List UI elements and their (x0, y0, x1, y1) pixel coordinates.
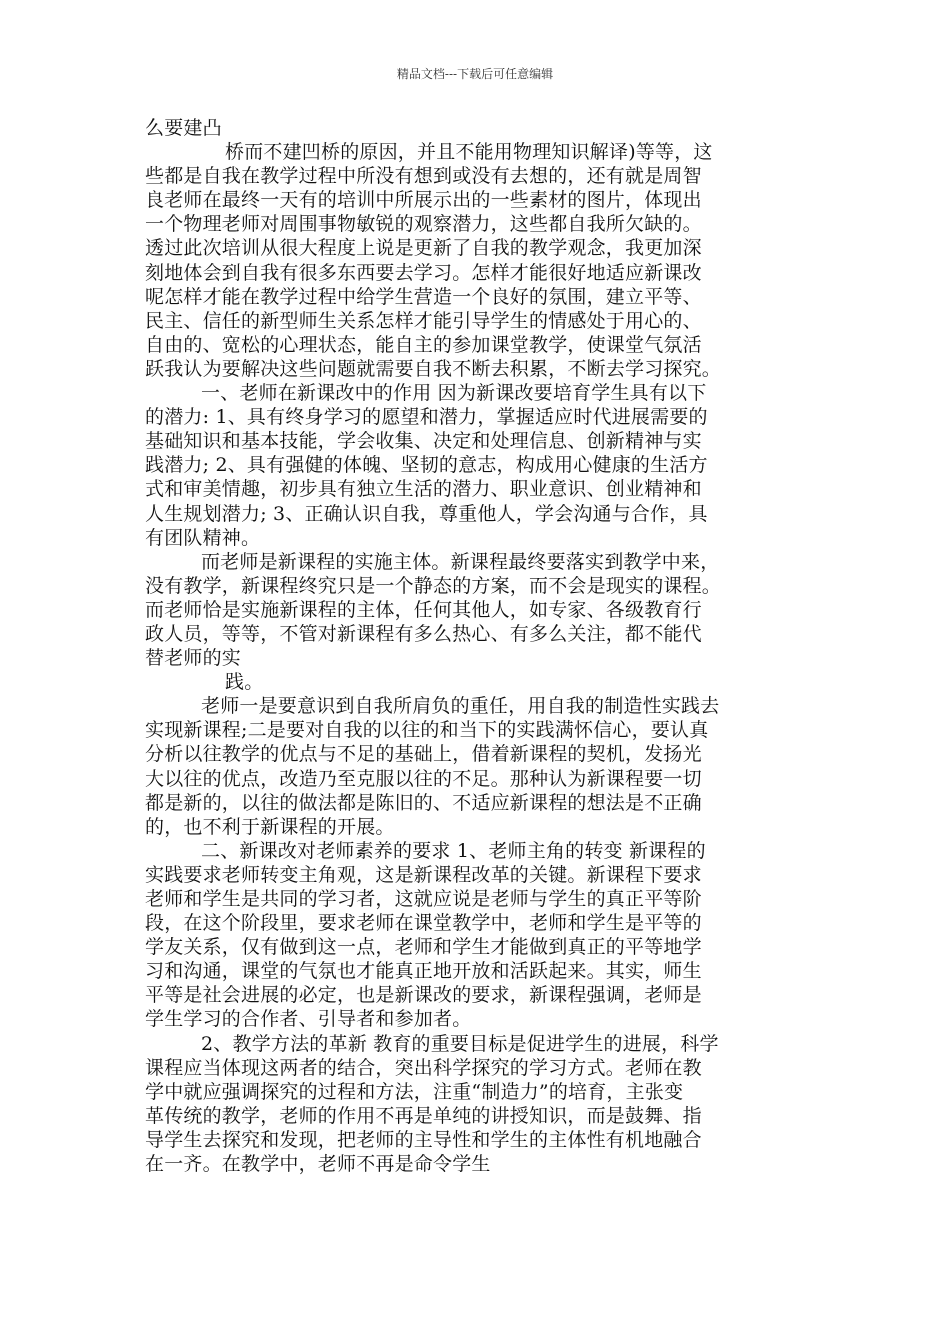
text-line: 式和审美情趣，初步具有独立生活的潜力、职业意识、创业精神和 (145, 478, 702, 501)
text-line: 跃我认为要解决这些问题就需要自我不断去积累，不断去学习探究。 (145, 357, 722, 380)
text-line: 的，也不利于新课程的开展。 (145, 815, 395, 838)
text-line: 大以往的优点，改造乃至克服以往的不足。那种认为新课程要一切 (145, 767, 702, 790)
page-header: 精品文档---下载后可任意编辑 (396, 67, 554, 81)
text-line: 学友关系，仅有做到这一点，老师和学生才能做到真正的平等地学 (145, 936, 702, 959)
paragraph-start-line: 而老师是新课程的实施主体。新课程最终要落实到教学中来， (201, 550, 720, 573)
text-line: 自由的、宽松的心理状态，能自主的参加课堂教学，使课堂气氛活 (145, 333, 702, 356)
section-heading-line: 一、老师在新课改中的作用 因为新课改要培育学生具有以下 (201, 382, 707, 405)
text-line: 基础知识和基本技能，学会收集、决定和处理信息、创新精神与实 (145, 430, 702, 453)
text-line: 革传统的教学，老师的作用不再是单纯的讲授知识，而是鼓舞、指 (145, 1104, 702, 1127)
text-line: 导学生去探究和发现，把老师的主导性和学生的主体性有机地融合 (145, 1128, 702, 1151)
text-line: 有团队精神。 (145, 526, 261, 549)
text-line: 呢怎样才能在教学过程中给学生营造一个良好的氛围，建立平等、 (145, 285, 702, 308)
text-line: 没有教学，新课程终究只是一个静态的方案，而不会是现实的课程。 (145, 574, 722, 597)
text-line: 段，在这个阶段里，要求老师在课堂教学中，老师和学生是平等的 (145, 912, 702, 935)
text-line: 实践要求老师转变主角观，这是新课程改革的关键。新课程下要求 (145, 863, 702, 886)
text-line: 学生学习的合作者、引导者和参加者。 (145, 1008, 472, 1031)
text-line: 透过此次培训从很大程度上说是更新了自我的教学观念，我更加深 (145, 237, 702, 260)
section-heading-line: 二、新课改对老师素养的要求 1、老师主角的转变 新课程的 (201, 839, 706, 862)
text-line: 一个物理老师对周围事物敏锐的观察潜力，这些都自我所欠缺的。 (145, 213, 702, 236)
text-line: 学中就应强调探究的过程和方法，注重“制造力”的培育，主张变 (145, 1080, 684, 1103)
text-line: 政人员，等等，不管对新课程有多么热心、有多么关注，都不能代 (145, 622, 702, 645)
text-line: 桥而不建凹桥的原因，并且不能用物理知识解译)等等，这 (225, 141, 713, 164)
text-line: 民主、信任的新型师生关系怎样才能引导学生的情感处于用心的、 (145, 309, 702, 332)
text-line: 替老师的实 (145, 647, 242, 670)
text-line: 践。 (225, 671, 264, 694)
text-line: 老师和学生是共同的学习者，这就应说是老师与学生的真正平等阶 (145, 888, 702, 910)
paragraph-start-line: 2、教学方法的革新 教育的重要目标是促进学生的进展，科学 (201, 1032, 719, 1055)
text-line: 在一齐。在教学中，老师不再是命令学生 (145, 1153, 491, 1176)
text-line: 课程应当体现这两者的结合，突出科学探究的学习方式。老师在教 (145, 1056, 702, 1079)
text-line: 都是新的，以往的做法都是陈旧的、不适应新课程的想法是不正确 (145, 791, 702, 814)
text-line: 么要建凸 (145, 117, 222, 139)
text-line: 习和沟通，课堂的气氛也才能真正地开放和活跃起来。其实，师生 (145, 960, 702, 983)
text-line: 人生规划潜力; 3、正确认识自我，尊重他人，学会沟通与合作，具 (145, 502, 708, 525)
text-line: 刻地体会到自我有很多东西要去学习。怎样才能很好地适应新课改 (145, 261, 702, 284)
text-line: 而老师恰是实施新课程的主体，任何其他人，如专家、各级教育行 (145, 598, 702, 621)
text-line: 平等是社会进展的必定，也是新课改的要求，新课程强调，老师是 (145, 984, 702, 1007)
text-line: 分析以往教学的优点与不足的基础上，借着新课程的契机，发扬光 (145, 743, 702, 766)
paragraph-start-line: 老师一是要意识到自我所肩负的重任，用自我的制造性实践去 (201, 695, 720, 718)
text-line: 些都是自我在教学过程中所没有想到或没有去想的，还有就是周智 (145, 165, 702, 188)
text-line: 的潜力: 1、具有终身学习的愿望和潜力，掌握适应时代进展需要的 (145, 406, 708, 429)
text-line: 良老师在最终一天有的培训中所展示出的一些素材的图片，体现出 (145, 189, 702, 212)
text-line: 践潜力; 2、具有强健的体魄、坚韧的意志，构成用心健康的生活方 (145, 454, 708, 477)
text-line: 实现新课程;二是要对自我的以往的和当下的实践满怀信心，要认真 (145, 719, 709, 742)
document-body (145, 116, 810, 1176)
